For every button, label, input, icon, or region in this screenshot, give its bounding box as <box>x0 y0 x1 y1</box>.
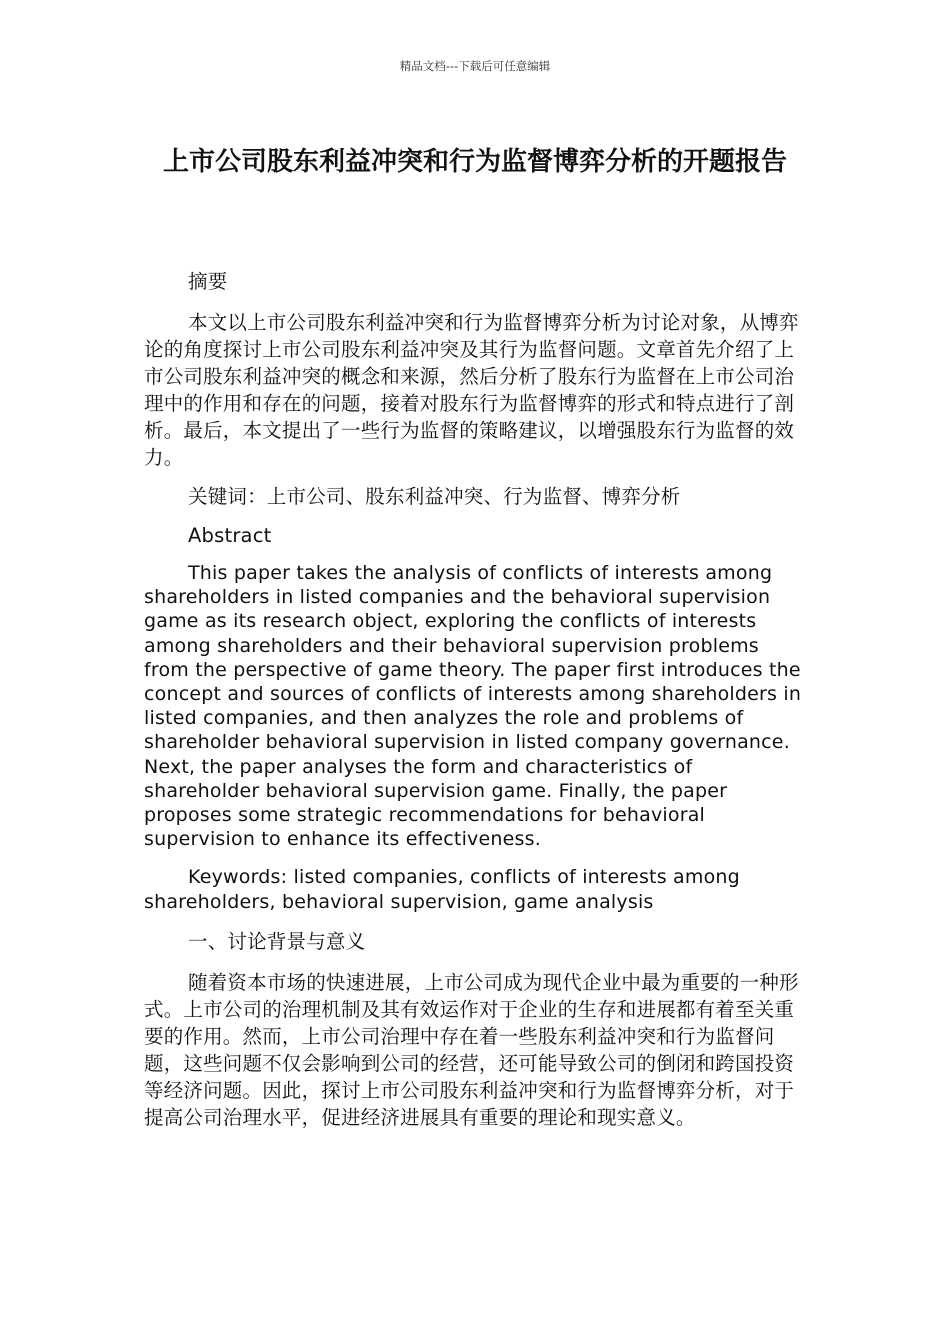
abstract-en-heading: Abstract <box>188 524 272 547</box>
header-note: 精品文档---下载后可任意编辑 <box>399 59 551 73</box>
section1-heading: 一、讨论背景与意义 <box>188 929 366 953</box>
section1-body: 随着资本市场的快速进展，上市公司成为现代企业中最为重要的一种形式。上市公司的治理机制及其有效运作对于企业的生存和进展都有着至关重要的作用。然而，上市公司治理中存在着一些股东利益冲突和行为监督问题，这些问题不仅会影响到公司的经营，还可能导致公司的倒闭和跨国投资等经济问题。因此，探讨上市公司股东利益冲突和行为监督博弈分析，对于提高公司治理水平，促进经济进展具有重要的理论和现实意义。 <box>144 970 799 1129</box>
document-title: 上市公司股东利益冲突和行为监督博弈分析的开题报告 <box>162 147 787 177</box>
abstract-cn-heading: 摘要 <box>188 270 228 293</box>
abstract-en-keywords: Keywords: listed companies, conflicts of interests among shareholders, behavioral supervision, game analysis <box>144 866 740 913</box>
abstract-cn-keywords: 关键词：上市公司、股东利益冲突、行为监督、博弈分析 <box>188 485 681 508</box>
abstract-en-body: This paper takes the analysis of conflicts of interests among shareholders in listed companies and the behavioral supervision game as its research object, exploring the conflicts of interests among shareholders and their behavioral supervision problems from the perspective of game theory. The paper first introduces the concept and sources of conflicts of interests among shareholders in listed companies, and then analyzes the role and problems of shareholder behavioral supervision in listed company governance. Next, the paper analyses the form and characteristics of shareholder behavioral supervision game. Finally, the paper proposes some strategic recommendations for behavioral supervision to enhance its effectiveness. <box>144 562 802 851</box>
document-body <box>144 268 806 1131</box>
abstract-cn-body: 本文以上市公司股东利益冲突和行为监督博弈分析为讨论对象，从博弈论的角度探讨上市公司股东利益冲突及其行为监督问题。文章首先介绍了上市公司股东利益冲突的概念和来源，然后分析了股东行为监督在上市公司治理中的作用和存在的问题，接着对股东行为监督博弈的形式和特点进行了剖析。最后，本文提出了一些行为监督的策略建议，以增强股东行为监督的效力。 <box>144 311 799 469</box>
